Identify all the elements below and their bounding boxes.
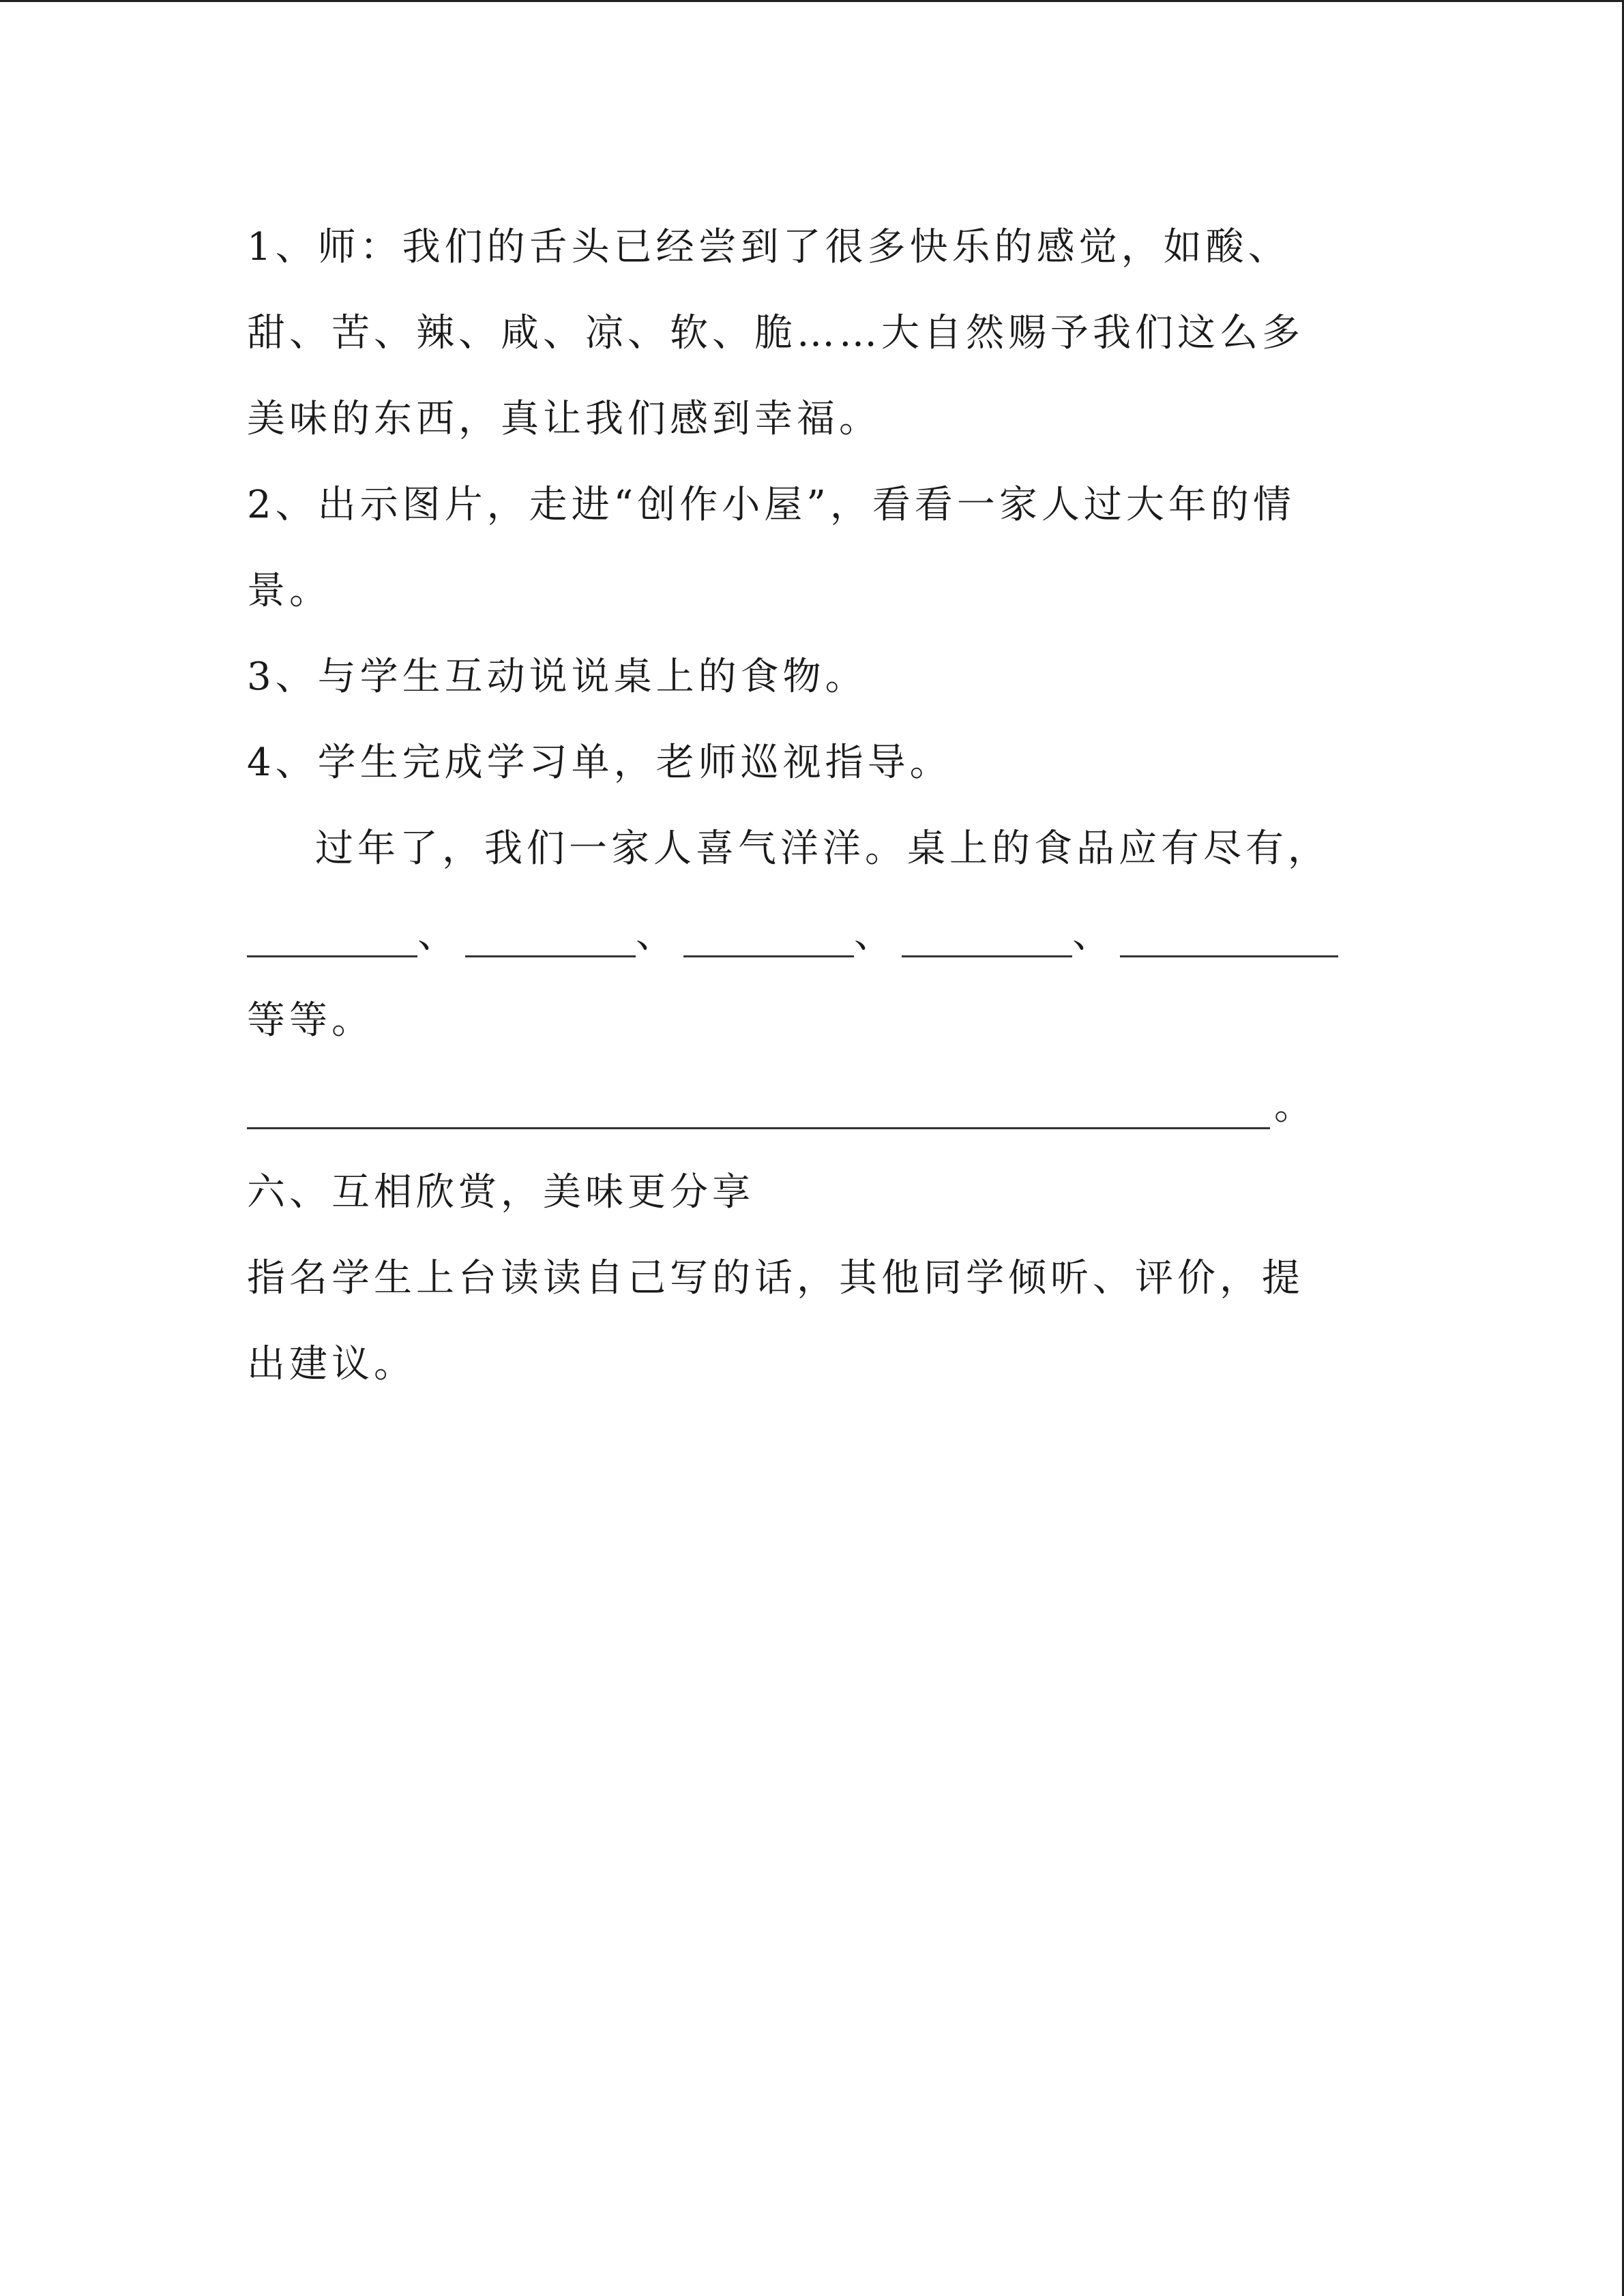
blank-separator: 、 [854, 912, 896, 957]
fill-blank-4[interactable] [902, 955, 1072, 957]
section-6-heading: 六、互相欣赏，美味更分享 [247, 1170, 754, 1214]
paragraph-etc: 等等。 [247, 998, 374, 1043]
paragraph-1-line-3: 美味的东西，真让我们感到幸福。 [247, 397, 881, 441]
paragraph-7-line-1: 指名学生上台读读自己写的话，其他同学倾听、评价，提 [247, 1256, 1304, 1300]
fill-blank-3[interactable] [683, 955, 854, 957]
document-body [247, 205, 1338, 1407]
paragraph-4: 4、学生完成学习单，老师巡视指导。 [247, 741, 952, 785]
paragraph-2-line-1: 2、出示图片，走进“创作小屋”，看看一家人过大年的情 [247, 483, 1295, 527]
fill-blank-1[interactable] [247, 955, 417, 957]
paragraph-7-line-2: 出建议。 [247, 1342, 416, 1386]
fill-in-blanks-row [247, 892, 1338, 978]
fill-blank-long[interactable] [247, 1127, 1270, 1129]
long-blank-end-mark: 。 [1274, 1084, 1316, 1129]
blank-separator: 、 [1072, 912, 1114, 957]
blank-separator: 、 [417, 912, 460, 957]
page-border-top [0, 0, 1624, 2]
worksheet-intro: 过年了，我们一家人喜气洋洋。桌上的食品应有尽有， [315, 826, 1330, 871]
paragraph-2-line-2: 景。 [247, 569, 331, 613]
paragraph-3: 3、与学生互动说说桌上的食物。 [247, 655, 868, 699]
long-blank-row [247, 1064, 1338, 1150]
paragraph-1-line-1: 1、师：我们的舌头已经尝到了很多快乐的感觉，如酸、 [247, 225, 1290, 269]
fill-blank-2[interactable] [465, 955, 636, 957]
fill-blank-5[interactable] [1120, 955, 1338, 957]
blank-separator: 、 [636, 912, 678, 957]
paragraph-1-line-2: 甜、苦、辣、咸、凉、软、脆……大自然赐予我们这么多 [247, 311, 1304, 355]
